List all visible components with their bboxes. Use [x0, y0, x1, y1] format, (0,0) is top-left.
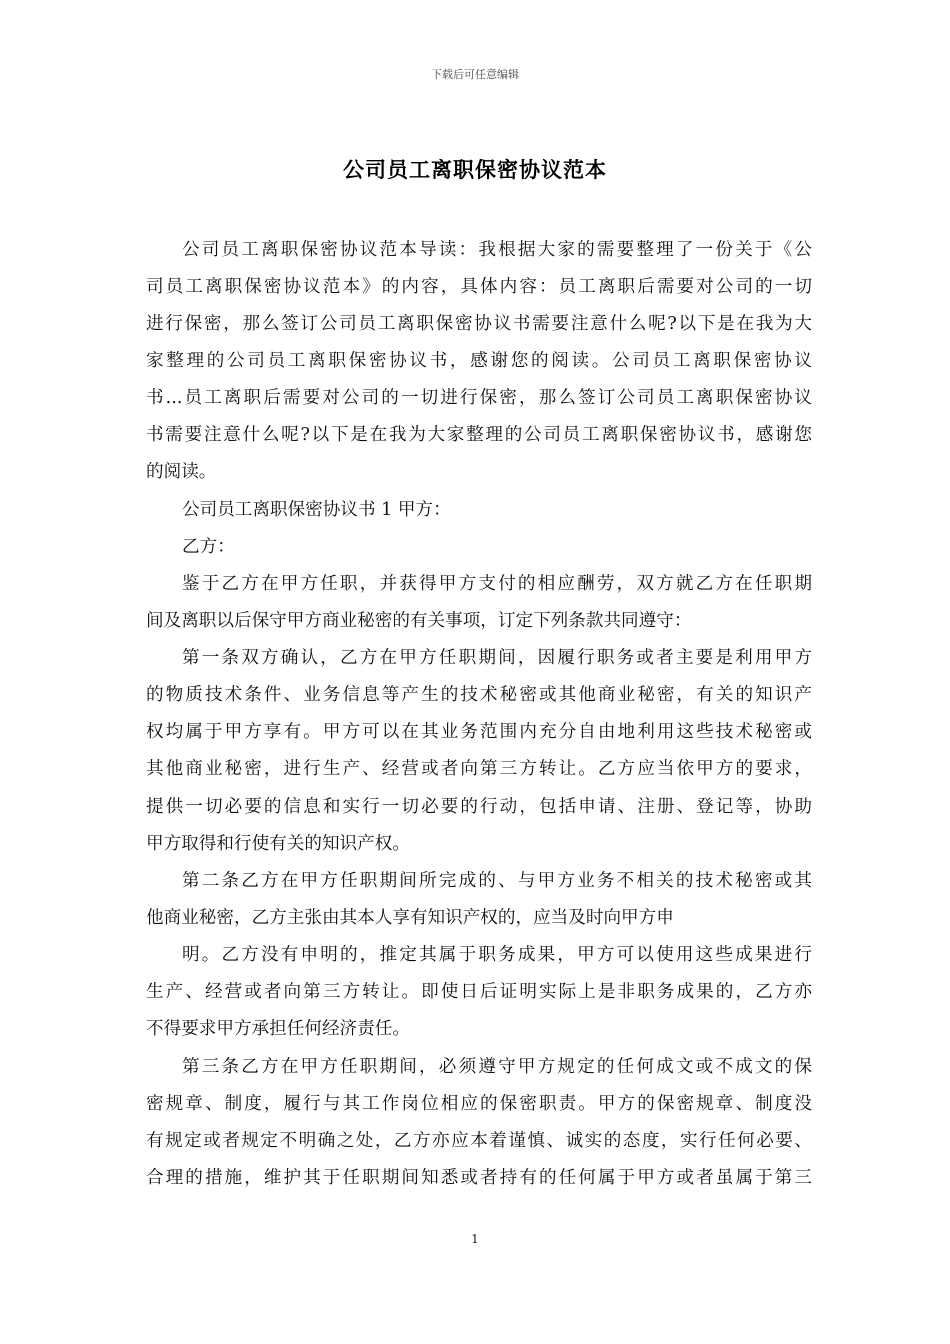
body-line: 密规章、制度，履行与其工作岗位相应的保密职责。甲方的保密规章、制度没 [146, 1094, 812, 1114]
body-line: 司员工离职保密协议范本》的内容，具体内容：员工离职后需要对公司的一切 [146, 277, 812, 297]
body-line: 公司员工离职保密协议书 1 甲方： [182, 500, 451, 520]
body-line: 乙方： [182, 537, 235, 557]
body-line: 鉴于乙方在甲方任职，并获得甲方支付的相应酬劳，双方就乙方在任职期 [182, 574, 812, 594]
body-line: 家整理的公司员工离职保密协议书，感谢您的阅读。公司员工离职保密协议 [146, 351, 812, 371]
body-line: 的物质技术条件、业务信息等产生的技术秘密或其他商业秘密，有关的知识产 [146, 685, 812, 705]
body-line: 提供一切必要的信息和实行一切必要的行动，包括申请、注册、登记等，协助 [146, 797, 812, 817]
body-line: 有规定或者规定不明确之处，乙方亦应本着谨慎、诚实的态度，实行任何必要、 [146, 1131, 812, 1151]
body-line: 第一条双方确认，乙方在甲方任职期间，因履行职务或者主要是利用甲方 [182, 648, 812, 668]
body-line: 书...员工离职后需要对公司的一切进行保密，那么签订公司员工离职保密协议 [146, 388, 812, 408]
body-line: 其他商业秘密，进行生产、经营或者向第三方转让。乙方应当依甲方的要求， [146, 759, 812, 779]
page-header: 下载后可任意编辑 [431, 68, 519, 81]
body-line: 第二条乙方在甲方任职期间所完成的、与甲方业务不相关的技术秘密或其 [182, 871, 812, 891]
body-line: 的阅读。 [146, 462, 217, 482]
body-line: 第三条乙方在甲方任职期间，必须遵守甲方规定的任何成文或不成文的保 [182, 1057, 812, 1077]
body-line: 间及离职以后保守甲方商业秘密的有关事项，订定下列条款共同遵守： [146, 611, 692, 631]
body-line: 不得要求甲方承担任何经济责任。 [146, 1019, 410, 1039]
body-line: 他商业秘密，乙方主张由其本人享有知识产权的，应当及时向甲方申 [146, 908, 674, 928]
body-line: 生产、经营或者向第三方转让。即使日后证明实际上是非职务成果的，乙方亦 [146, 982, 812, 1002]
document-title: 公司员工离职保密协议范本 [343, 157, 607, 182]
body-line: 进行保密，那么签订公司员工离职保密协议书需要注意什么呢?以下是在我为大 [146, 314, 812, 334]
body-line: 书需要注意什么呢?以下是在我为大家整理的公司员工离职保密协议书，感谢您 [146, 425, 812, 445]
body-line: 明。乙方没有申明的，推定其属于职务成果，甲方可以使用这些成果进行 [182, 945, 812, 965]
page-number: 1 [471, 1232, 479, 1246]
body-line: 合理的措施，维护其于任职期间知悉或者持有的任何属于甲方或者虽属于第三 [146, 1168, 812, 1188]
body-line: 权均属于甲方享有。甲方可以在其业务范围内充分自由地利用这些技术秘密或 [146, 722, 812, 742]
body-line: 公司员工离职保密协议范本导读：我根据大家的需要整理了一份关于《公 [182, 240, 812, 260]
body-line: 甲方取得和行使有关的知识产权。 [146, 834, 410, 854]
